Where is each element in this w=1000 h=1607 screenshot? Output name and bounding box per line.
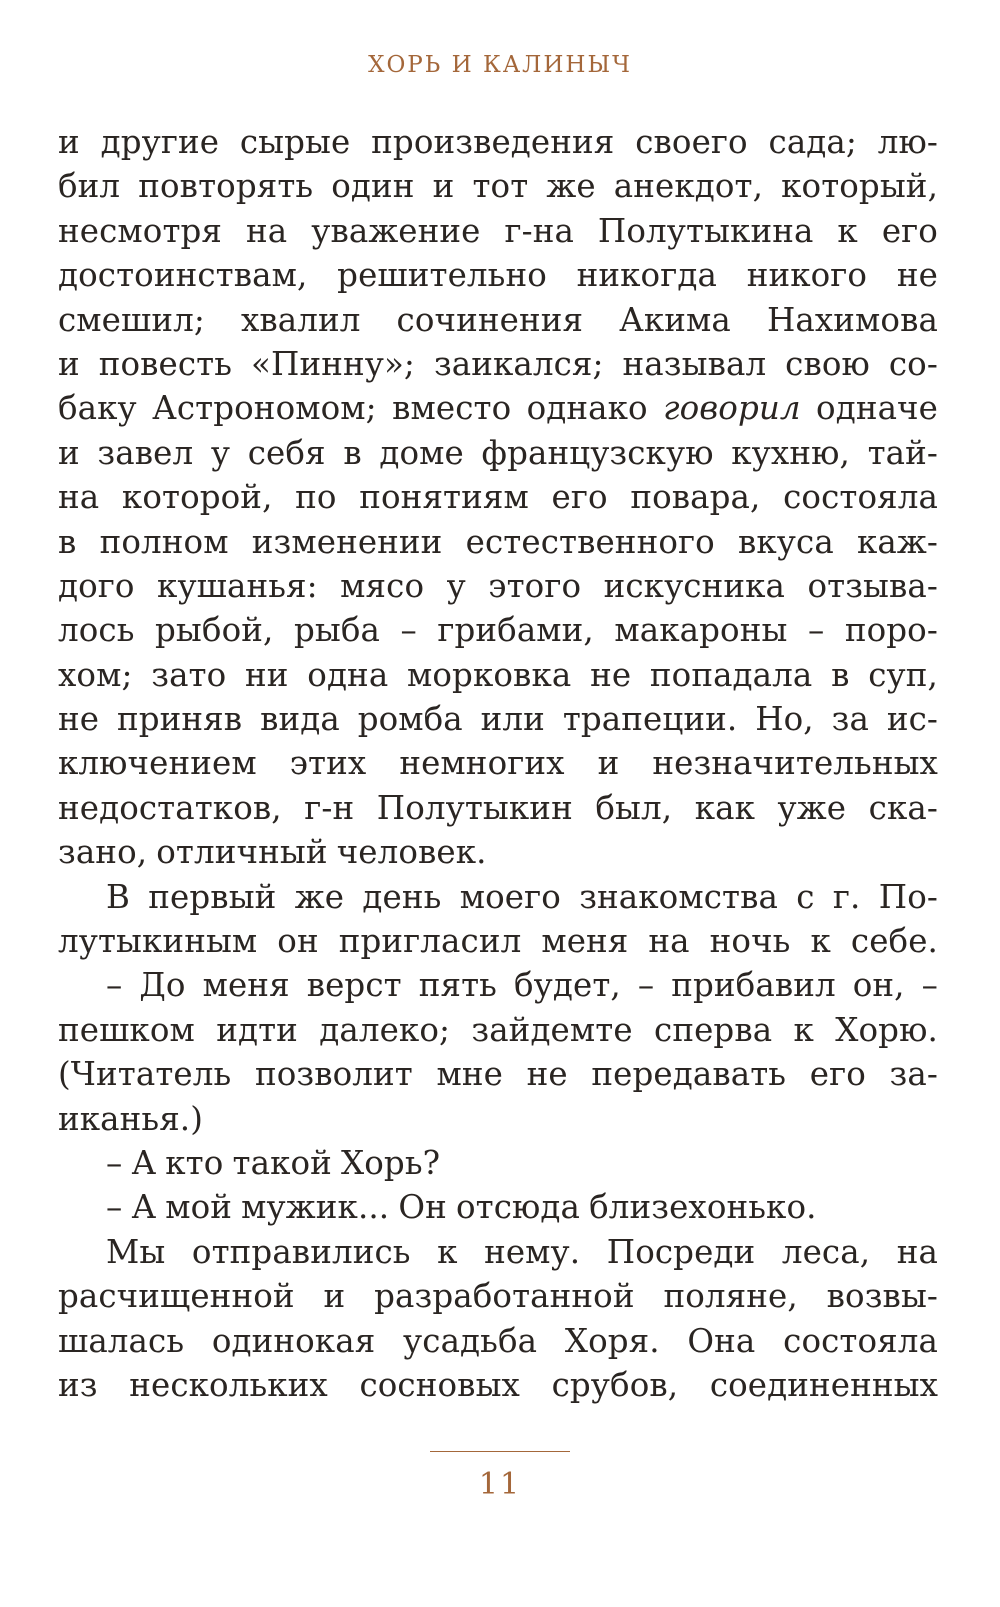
word: До (139, 966, 186, 1005)
word: с (796, 877, 815, 916)
word: нему. (484, 1232, 581, 1271)
word: знакомства (579, 877, 778, 916)
word: к (810, 922, 831, 961)
word: Полутыкин (376, 788, 573, 827)
word: к (437, 1232, 458, 1271)
text-line (58, 1008, 938, 1052)
word: Полутыкина (597, 211, 814, 250)
word: этого (488, 566, 582, 605)
word: тай- (867, 433, 938, 472)
word: леса, (781, 1232, 871, 1271)
word: день (362, 877, 442, 916)
word: Он (398, 1188, 447, 1227)
word: в (343, 433, 362, 472)
word: «Пинну»; (251, 344, 415, 383)
word: рыба (293, 611, 380, 650)
word: мне (436, 1055, 503, 1094)
word: произведения (371, 123, 615, 161)
word: одна (307, 655, 389, 694)
word: моего (459, 877, 561, 916)
word: будет, (514, 966, 621, 1005)
word: и (58, 344, 80, 383)
word: за (831, 700, 869, 739)
word: мясо (340, 566, 425, 605)
word: из (58, 1365, 98, 1404)
word: к (793, 1010, 814, 1049)
word: верст (306, 966, 402, 1005)
word: себя (247, 433, 326, 472)
word: поро- (844, 611, 938, 650)
word: сочинения (396, 300, 584, 339)
word: отличный (156, 833, 328, 872)
text-line (58, 520, 938, 564)
word: не (896, 256, 938, 295)
word: г. (832, 877, 861, 916)
word: вида (260, 700, 340, 739)
word: человек. (336, 833, 487, 872)
word: на (648, 922, 690, 961)
word: его (551, 478, 608, 517)
word: сада; (768, 123, 857, 161)
word: у (210, 433, 231, 472)
word: завел (97, 433, 194, 472)
word: же (546, 167, 596, 206)
word: нескольких (129, 1365, 328, 1404)
word: дого (58, 566, 135, 605)
text-line (58, 1363, 938, 1407)
word: за- (889, 1055, 938, 1094)
word: ключением (58, 744, 257, 783)
word: соединенных (709, 1365, 938, 1404)
word: смешил; (58, 300, 205, 339)
word: Мы (106, 1232, 166, 1271)
word: ска- (868, 788, 938, 827)
word: меня (541, 922, 629, 961)
word: со- (888, 344, 938, 383)
word: не (58, 700, 100, 739)
word: далеко; (319, 1010, 451, 1049)
word: мужик... (241, 1188, 390, 1227)
word: повара, (630, 478, 761, 517)
word: сосновых (359, 1365, 520, 1404)
word: как (694, 788, 756, 827)
word: передавать (591, 1055, 787, 1094)
word: тот (472, 167, 529, 206)
text-line (58, 1097, 938, 1141)
word: в (831, 655, 850, 694)
word: сперва (654, 1010, 773, 1049)
word: пять (418, 966, 497, 1005)
text-line (58, 963, 938, 1007)
word: зайдемте (471, 1010, 633, 1049)
word: отзыва- (807, 566, 938, 605)
word: В (106, 877, 130, 916)
word: ис- (886, 700, 938, 739)
word: кушанья: (157, 566, 318, 605)
word: г-н (304, 788, 355, 827)
text-line (58, 564, 938, 608)
text-line (58, 342, 938, 386)
word: А (131, 1143, 157, 1182)
word: Посреди (606, 1232, 756, 1271)
word: естественного (465, 522, 715, 561)
word: однако (526, 389, 648, 428)
word: своего (635, 123, 748, 161)
word: немногих (399, 744, 565, 783)
word: другие (100, 123, 220, 161)
word: каж- (856, 522, 938, 561)
word: близехонько. (589, 1188, 817, 1227)
word: – (106, 1188, 123, 1227)
word: Астрономом; (152, 389, 377, 428)
word: рыбой, (155, 611, 274, 650)
word: искусника (603, 566, 786, 605)
text-line (58, 1274, 938, 1318)
word: сырые (239, 123, 351, 161)
word: (Читатель (58, 1055, 232, 1094)
word: которой, (121, 478, 273, 517)
word: зано, (58, 833, 148, 872)
word: лутыкиным (58, 922, 258, 961)
word: бил (58, 167, 121, 206)
word: ромба (357, 700, 463, 739)
word: разработанной (374, 1277, 635, 1316)
word: трапеции. (562, 700, 738, 739)
word: к (837, 211, 858, 250)
word: недостатков, (58, 788, 282, 827)
word: грибами, (437, 611, 594, 650)
text-line (58, 1052, 938, 1096)
text-line (58, 386, 938, 430)
word: изменении (251, 522, 443, 561)
word: баку (58, 389, 137, 428)
word: – (106, 966, 123, 1005)
word: не (590, 655, 632, 694)
word: г-на (504, 211, 574, 250)
word: – (400, 611, 417, 650)
word: на (896, 1232, 938, 1271)
word: По- (878, 877, 938, 916)
text-line (58, 298, 938, 342)
word: срубов, (551, 1365, 679, 1404)
word: Хорь? (341, 1143, 441, 1182)
word: понятиям (359, 478, 529, 517)
word: никогда (576, 256, 717, 295)
word: – (637, 966, 655, 1005)
word: же (294, 877, 345, 916)
word: называл (622, 344, 767, 383)
word: одинокая (211, 1321, 376, 1360)
page-number: 11 (478, 1467, 522, 1502)
word: уважение (311, 211, 481, 250)
word: морковка (407, 655, 572, 694)
word: в (58, 522, 77, 561)
word: расчищенной (58, 1277, 295, 1316)
text-line (58, 1185, 938, 1229)
body-text (58, 120, 938, 1407)
word: уже (777, 788, 847, 827)
word: иканья.) (58, 1099, 204, 1138)
word: Но, (755, 700, 814, 739)
word: А (131, 1188, 157, 1227)
word: приняв (116, 700, 243, 739)
word: достоинствам, (58, 256, 308, 295)
word: он (277, 922, 319, 961)
text-line (58, 830, 938, 874)
word: Хоря. (564, 1321, 660, 1360)
text-line (58, 1319, 938, 1363)
word: заикался; (433, 344, 604, 383)
word: пригласил (338, 922, 522, 961)
word: Акима (619, 300, 731, 339)
word: Нахимова (766, 300, 938, 339)
word: доме (379, 433, 464, 472)
text-line (58, 919, 938, 963)
word: французскую (481, 433, 714, 472)
word: суп, (868, 655, 938, 694)
word: у (446, 566, 466, 605)
word: пешком (58, 1010, 195, 1049)
italic-word: говорил (663, 389, 801, 428)
running-head: ХОРЬ И КАЛИНЫЧ (368, 52, 632, 78)
word: полном (99, 522, 229, 561)
word: попадала (649, 655, 813, 694)
text-line (58, 431, 938, 475)
word: хом; (58, 655, 133, 694)
word: кухню, (731, 433, 850, 472)
word: возвы- (826, 1277, 938, 1316)
word: вместо (392, 389, 512, 428)
word: который, (781, 167, 938, 206)
word: ни (245, 655, 289, 694)
word: прибавил (671, 966, 836, 1005)
word: макароны (614, 611, 788, 650)
word: на (246, 211, 288, 250)
word: его (809, 1055, 866, 1094)
word: поляне, (663, 1277, 798, 1316)
word: один (331, 167, 415, 206)
text-line (58, 1141, 938, 1185)
text-line (58, 786, 938, 830)
word: и (58, 433, 80, 472)
text-line (58, 741, 938, 785)
text-line (58, 120, 938, 164)
text-line (58, 608, 938, 652)
word: хвалил (240, 300, 361, 339)
word: и (323, 1277, 346, 1316)
word: вкуса (737, 522, 834, 561)
word: повторять (138, 167, 314, 206)
word: первый (148, 877, 277, 916)
word: усадьба (403, 1321, 538, 1360)
word: анекдот, (613, 167, 764, 206)
footer-rule (430, 1451, 570, 1452)
word: одначе (816, 389, 938, 428)
text-line (58, 697, 938, 741)
word: лось (58, 611, 135, 650)
word: никого (746, 256, 868, 295)
word: его (881, 211, 938, 250)
word: состояла (783, 1321, 938, 1360)
word: шалась (58, 1321, 185, 1360)
word: ночь (709, 922, 791, 961)
word: меня (202, 966, 290, 1005)
word: и (432, 167, 455, 206)
word: свою (785, 344, 870, 383)
word: решительно (337, 256, 547, 295)
text-line (58, 1230, 938, 1274)
word: он, (852, 966, 905, 1005)
word: и (597, 744, 620, 783)
word: состояла (783, 478, 938, 517)
word: себе. (850, 922, 938, 961)
text-line (58, 164, 938, 208)
word: такой (232, 1143, 332, 1182)
word: не (526, 1055, 568, 1094)
text-line (58, 653, 938, 697)
word: – (106, 1143, 123, 1182)
word: или (480, 700, 545, 739)
word: на (58, 478, 100, 517)
word: зато (151, 655, 227, 694)
word: несмотря (58, 211, 223, 250)
word: Хорю. (835, 1010, 938, 1049)
word: идти (216, 1010, 298, 1049)
word: Она (687, 1321, 756, 1360)
word: был, (595, 788, 673, 827)
word: мой (165, 1188, 233, 1227)
word: незначительных (652, 744, 938, 783)
text-line (58, 253, 938, 297)
word: – (921, 966, 938, 1005)
text-line (58, 875, 938, 919)
word: отправились (191, 1232, 411, 1271)
text-line (58, 209, 938, 253)
word: – (807, 611, 825, 650)
word: повесть (98, 344, 233, 383)
word: этих (289, 744, 367, 783)
word: кто (165, 1143, 224, 1182)
word: отсюда (455, 1188, 580, 1227)
word: позволит (254, 1055, 413, 1094)
word: и (58, 123, 80, 161)
word: лю- (877, 123, 938, 161)
word: по (295, 478, 337, 517)
text-line (58, 475, 938, 519)
